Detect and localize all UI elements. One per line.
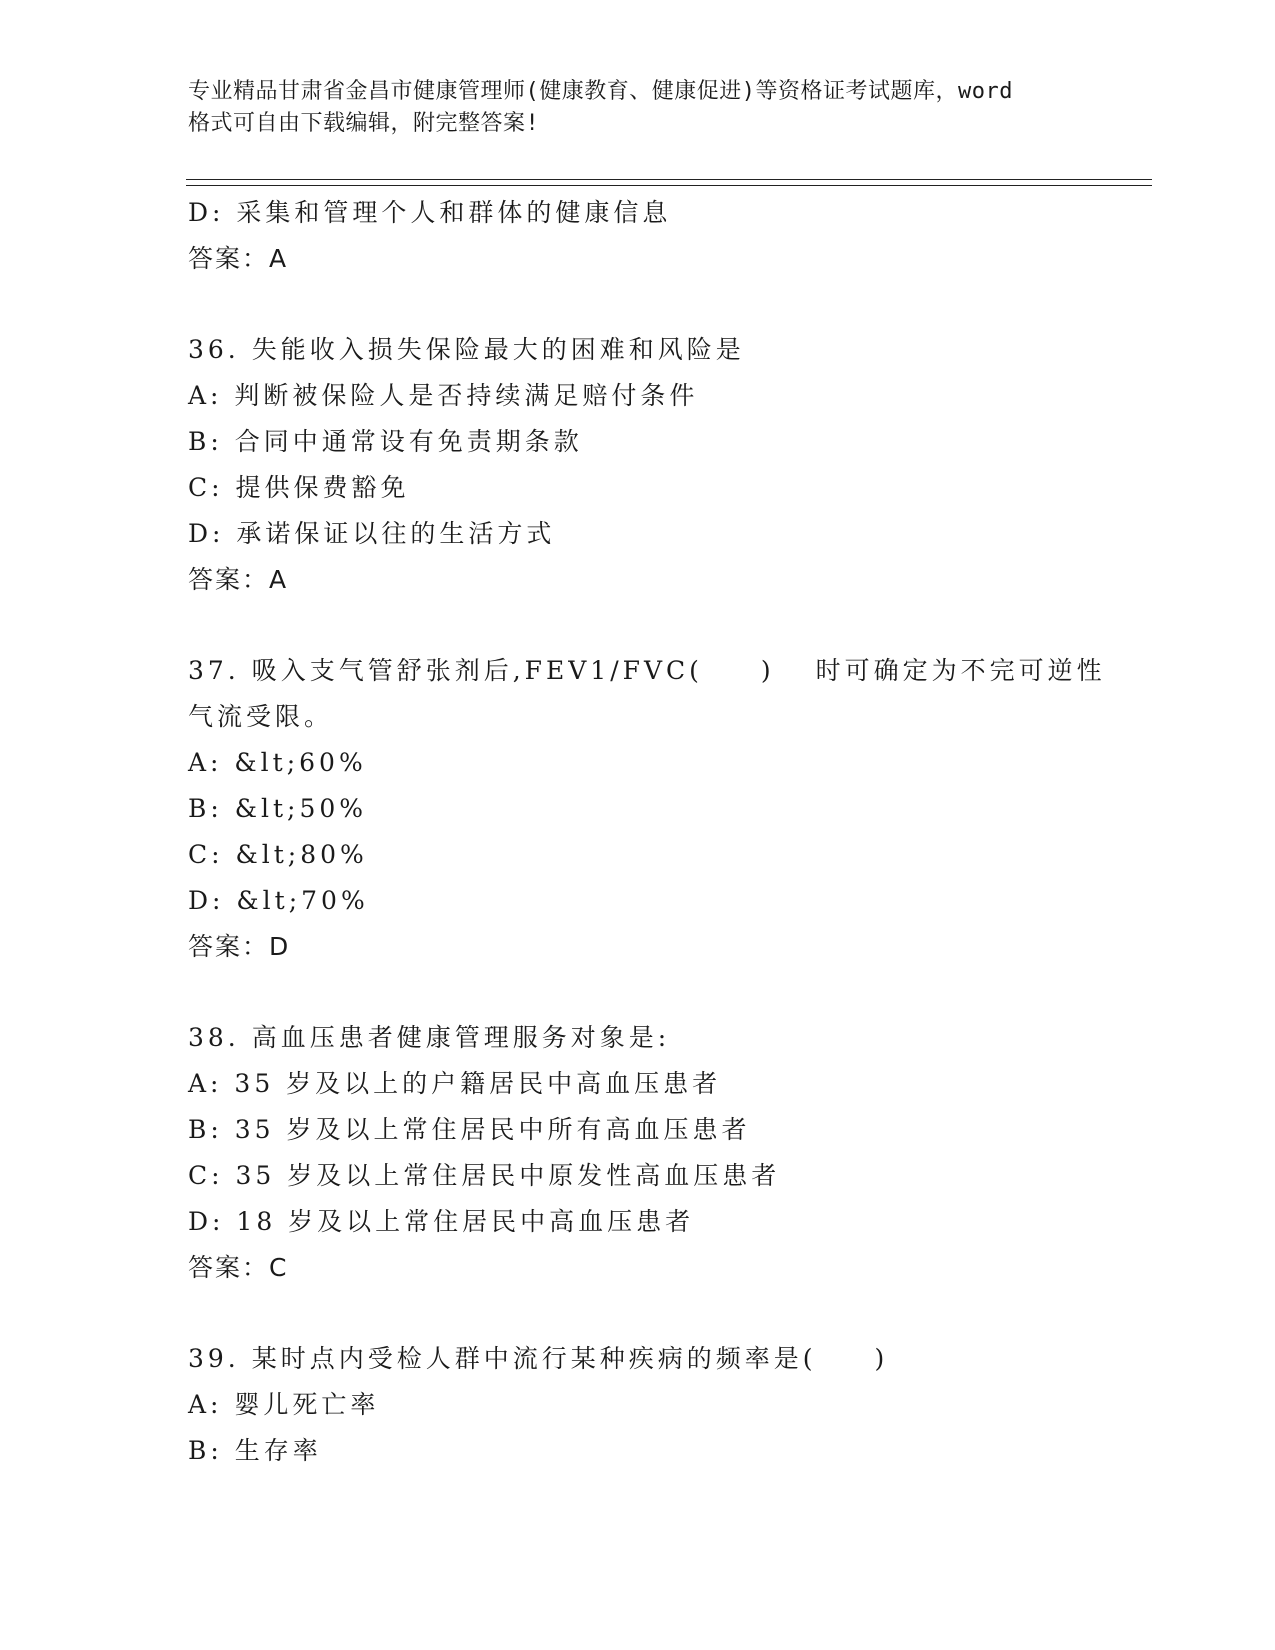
header-line-1: 专业精品甘肃省金昌市健康管理师(健康教育、健康促进)等资格证考试题库，word <box>188 79 1013 104</box>
header-line-2: 格式可自由下载编辑，附完整答案! <box>188 111 540 136</box>
option-d: D: 18 岁及以上常住居民中高血压患者 <box>188 1207 695 1236</box>
option-d: D: &lt;70% <box>188 886 369 915</box>
header-rule-top <box>186 179 1152 180</box>
answer-line: 答案：A <box>188 244 289 273</box>
question-stem: 38. 高血压患者健康管理服务对象是: <box>188 1023 671 1052</box>
option-b: B: &lt;50% <box>188 794 368 823</box>
question-stem-continuation: 气流受限。 <box>188 702 334 731</box>
option-c: C: &lt;80% <box>188 840 368 869</box>
option-d: D: 采集和管理个人和群体的健康信息 <box>188 198 672 227</box>
answer-line: 答案：D <box>188 932 291 961</box>
question-stem: 36. 失能收入损失保险最大的困难和风险是 <box>188 335 745 364</box>
question-content <box>188 190 1148 1474</box>
header-rule-bottom <box>186 185 1152 186</box>
document-header <box>188 76 1088 140</box>
question-stem: 37. 吸入支气管舒张剂后,FEV1/FVC( ) 时可确定为不完可逆性 <box>188 656 1106 685</box>
option-a: A: 35 岁及以上的户籍居民中高血压患者 <box>188 1069 722 1098</box>
option-c: C: 35 岁及以上常住居民中原发性高血压患者 <box>188 1161 781 1190</box>
answer-line: 答案：C <box>188 1253 289 1282</box>
spacer <box>188 1291 1148 1336</box>
option-a: A: &lt;60% <box>188 748 367 777</box>
option-b: B: 35 岁及以上常住居民中所有高血压患者 <box>188 1115 751 1144</box>
question-stem: 39. 某时点内受检人群中流行某种疾病的频率是( ) <box>188 1344 889 1373</box>
option-d: D: 承诺保证以往的生活方式 <box>188 519 556 548</box>
answer-line: 答案：A <box>188 565 289 594</box>
option-c: C: 提供保费豁免 <box>188 473 410 502</box>
option-b: B: 生存率 <box>188 1436 322 1465</box>
spacer <box>188 603 1148 648</box>
spacer <box>188 970 1148 1015</box>
option-a: A: 婴儿死亡率 <box>188 1390 380 1419</box>
spacer <box>188 282 1148 327</box>
option-b: B: 合同中通常设有免责期条款 <box>188 427 583 456</box>
option-a: A: 判断被保险人是否持续满足赔付条件 <box>188 381 699 410</box>
